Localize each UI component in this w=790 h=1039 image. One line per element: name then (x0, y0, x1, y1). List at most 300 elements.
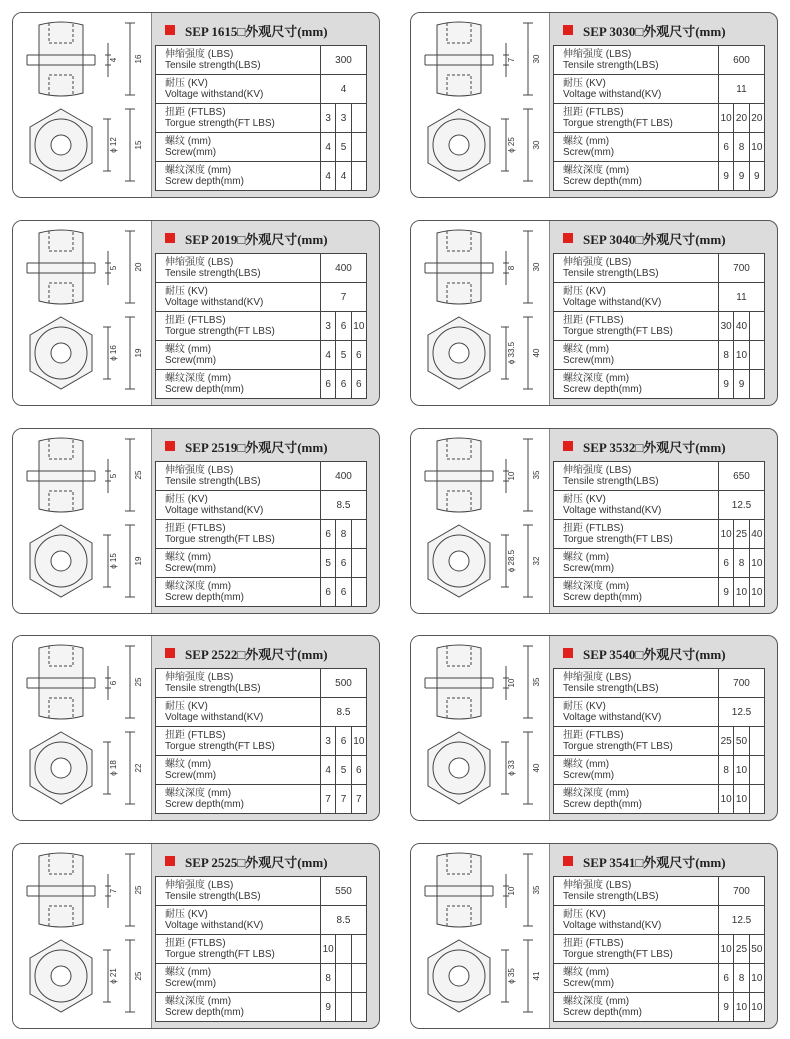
spec-row-torque (156, 104, 367, 133)
value-torque-3: 10 (351, 312, 366, 341)
label-en: Tensile strength(LBS) (165, 60, 261, 71)
side-view (27, 853, 135, 927)
spec-row-tensile (554, 877, 765, 906)
product-card-4 (410, 220, 778, 406)
value-voltage: 8.5 (321, 906, 367, 935)
label-depth (156, 162, 321, 191)
label-cn: 扭距 (FTLBS) (563, 107, 624, 118)
dim-diameter-label: ϕ 16 (109, 345, 118, 361)
label-cn: 伸缩强度 (LBS) (165, 465, 234, 476)
label-cn: 伸缩强度 (LBS) (563, 257, 632, 268)
top-view (428, 109, 533, 181)
label-tensile (554, 877, 719, 906)
label-depth (554, 785, 719, 814)
spec-row-voltage (156, 698, 367, 727)
value-tensile: 400 (321, 254, 367, 283)
label-en: Tensile strength(LBS) (563, 476, 659, 487)
dim-diameter-label: ϕ 21 (109, 968, 118, 984)
value-torque-2: 6 (336, 727, 351, 756)
value-screw-1: 6 (719, 964, 734, 993)
value-voltage: 12.5 (719, 698, 765, 727)
label-cn: 扭距 (FTLBS) (165, 523, 226, 534)
value-torque-2: 8 (336, 520, 351, 549)
label-en: Screw depth(mm) (165, 799, 244, 810)
label-cn: 螺纹 (mm) (563, 136, 610, 147)
spec-row-depth (554, 993, 765, 1022)
value-screw-1: 5 (321, 549, 336, 578)
value-screw-2: 10 (734, 341, 749, 370)
product-card-8 (410, 635, 778, 821)
value-tensile: 550 (321, 877, 367, 906)
spec-table (553, 45, 765, 191)
spec-row-voltage (554, 283, 765, 312)
insulator-diagram (13, 636, 152, 820)
product-title (165, 850, 328, 872)
label-en: Tensile strength(LBS) (563, 60, 659, 71)
label-cn: 伸缩强度 (LBS) (563, 880, 632, 891)
label-depth (554, 993, 719, 1022)
side-view (425, 853, 533, 927)
spec-row-depth (156, 785, 367, 814)
label-en: Tensile strength(LBS) (563, 683, 659, 694)
value-voltage: 7 (321, 283, 367, 312)
label-cn: 扭距 (FTLBS) (563, 730, 624, 741)
value-screw-2 (336, 964, 351, 993)
red-square-icon (563, 25, 573, 35)
dim-width-label: 40 (532, 763, 541, 773)
label-screw (156, 756, 321, 785)
label-torque (156, 312, 321, 341)
value-torque-2: 3 (336, 104, 351, 133)
value-torque-1: 10 (321, 935, 336, 964)
product-title-text: SEP 3030□外观尺寸(mm) (583, 23, 726, 39)
label-cn: 螺纹 (mm) (563, 759, 610, 770)
value-depth-1: 9 (719, 370, 734, 399)
red-square-icon (563, 648, 573, 658)
label-en: Torgue strength(FT LBS) (165, 326, 275, 337)
value-screw-3: 10 (749, 964, 764, 993)
value-depth-3 (351, 993, 366, 1022)
label-screw (156, 133, 321, 162)
spec-row-tensile (554, 254, 765, 283)
insulator-drawing (13, 636, 151, 820)
label-en: Tensile strength(LBS) (165, 476, 261, 487)
value-torque-3: 20 (749, 104, 764, 133)
label-cn: 螺纹深度 (mm) (563, 373, 630, 384)
value-depth-2: 6 (336, 370, 351, 399)
label-cn: 螺纹 (mm) (563, 967, 610, 978)
label-voltage (554, 75, 719, 104)
spec-row-screw (554, 341, 765, 370)
product-title (563, 19, 726, 41)
top-view (30, 109, 135, 181)
value-voltage: 12.5 (719, 906, 765, 935)
value-torque-3 (351, 520, 366, 549)
dim-thickness-label: 7 (109, 888, 118, 894)
label-screw (554, 964, 719, 993)
value-tensile: 650 (719, 462, 765, 491)
value-depth-1: 4 (321, 162, 336, 191)
label-cn: 耐压 (KV) (165, 494, 208, 505)
insulator-drawing (13, 13, 151, 197)
red-square-icon (165, 441, 175, 451)
label-cn: 螺纹深度 (mm) (563, 581, 630, 592)
top-view (428, 317, 533, 389)
value-torque-3 (351, 104, 366, 133)
value-screw-1: 6 (719, 549, 734, 578)
value-screw-1: 8 (719, 756, 734, 785)
dim-height-label: 16 (134, 54, 143, 64)
spec-row-tensile (156, 669, 367, 698)
value-screw-2: 5 (336, 756, 351, 785)
value-tensile: 700 (719, 669, 765, 698)
label-cn: 螺纹深度 (mm) (165, 165, 232, 176)
dim-thickness-label: 6 (109, 680, 118, 686)
label-voltage (156, 283, 321, 312)
label-depth (156, 785, 321, 814)
spec-table (155, 461, 367, 607)
spec-row-screw (156, 133, 367, 162)
label-en: Screw(mm) (563, 563, 615, 574)
label-tensile (554, 254, 719, 283)
label-cn: 扭距 (FTLBS) (563, 938, 624, 949)
label-cn: 扭距 (FTLBS) (563, 523, 624, 534)
top-view (30, 525, 135, 597)
spec-table (553, 253, 765, 399)
dim-thickness-label: 10 (507, 886, 516, 896)
label-depth (554, 370, 719, 399)
dim-diameter-label: ϕ 28.5 (507, 549, 516, 573)
value-voltage: 8.5 (321, 491, 367, 520)
label-en: Screw(mm) (165, 563, 217, 574)
label-cn: 螺纹深度 (mm) (165, 581, 232, 592)
product-title-text: SEP 2525□外观尺寸(mm) (185, 854, 328, 870)
product-title (563, 227, 726, 249)
product-title-text: SEP 2522□外观尺寸(mm) (185, 646, 328, 662)
label-en: Voltage withstand(KV) (563, 89, 662, 100)
label-cn: 螺纹 (mm) (165, 967, 212, 978)
label-screw (554, 341, 719, 370)
spec-row-screw (554, 133, 765, 162)
value-tensile: 300 (321, 46, 367, 75)
insulator-diagram (13, 429, 152, 613)
label-en: Screw(mm) (563, 147, 615, 158)
label-voltage (156, 491, 321, 520)
label-screw (156, 964, 321, 993)
spec-row-torque (554, 727, 765, 756)
label-cn: 螺纹 (mm) (165, 136, 212, 147)
dim-thickness-label: 10 (507, 471, 516, 481)
label-en: Screw(mm) (165, 147, 217, 158)
spec-table (155, 45, 367, 191)
dim-thickness-label: 5 (109, 265, 118, 271)
insulator-drawing (411, 13, 549, 197)
label-cn: 耐压 (KV) (563, 78, 606, 89)
label-cn: 螺纹深度 (mm) (165, 788, 232, 799)
spec-row-tensile (554, 669, 765, 698)
insulator-drawing (411, 636, 549, 820)
insulator-drawing (13, 844, 151, 1028)
insulator-drawing (13, 221, 151, 405)
product-card-2 (410, 12, 778, 198)
product-title-text: SEP 2019□外观尺寸(mm) (185, 231, 328, 247)
label-cn: 螺纹深度 (mm) (165, 996, 232, 1007)
value-depth-3: 6 (351, 370, 366, 399)
top-view (428, 732, 533, 804)
label-depth (554, 578, 719, 607)
value-depth-3 (351, 162, 366, 191)
product-title-text: SEP 2519□外观尺寸(mm) (185, 439, 328, 455)
label-cn: 耐压 (KV) (165, 286, 208, 297)
label-torque (554, 935, 719, 964)
dim-diameter-label: ϕ 33 (507, 760, 516, 776)
dim-width-label: 22 (134, 763, 143, 773)
spec-row-voltage (554, 491, 765, 520)
label-cn: 伸缩强度 (LBS) (165, 672, 234, 683)
product-card-5 (12, 428, 380, 614)
value-screw-1: 8 (321, 964, 336, 993)
label-torque (554, 312, 719, 341)
spec-table (553, 461, 765, 607)
label-cn: 伸缩强度 (LBS) (165, 880, 234, 891)
label-tensile (156, 254, 321, 283)
label-cn: 螺纹 (mm) (563, 344, 610, 355)
dim-diameter-label: ϕ 15 (109, 553, 118, 569)
spec-row-torque (156, 935, 367, 964)
value-screw-2: 6 (336, 549, 351, 578)
spec-row-depth (554, 785, 765, 814)
label-cn: 螺纹深度 (mm) (165, 373, 232, 384)
value-depth-3: 7 (351, 785, 366, 814)
dim-height-label: 35 (532, 677, 541, 687)
dim-height-label: 30 (532, 262, 541, 272)
product-card-7 (12, 635, 380, 821)
value-screw-2: 8 (734, 549, 749, 578)
value-torque-2: 25 (734, 520, 749, 549)
label-screw (554, 133, 719, 162)
spec-row-depth (554, 370, 765, 399)
dim-height-label: 25 (134, 677, 143, 687)
spec-row-torque (156, 520, 367, 549)
value-screw-2: 10 (734, 756, 749, 785)
value-screw-3 (749, 756, 764, 785)
spec-table (155, 668, 367, 814)
label-en: Screw depth(mm) (563, 1007, 642, 1018)
insulator-diagram (411, 221, 550, 405)
value-torque-3 (749, 727, 764, 756)
label-cn: 耐压 (KV) (165, 701, 208, 712)
label-tensile (156, 669, 321, 698)
value-voltage: 8.5 (321, 698, 367, 727)
value-screw-3: 6 (351, 341, 366, 370)
label-en: Voltage withstand(KV) (563, 712, 662, 723)
product-title-text: SEP 1615□外观尺寸(mm) (185, 23, 328, 39)
dim-width-label: 19 (134, 348, 143, 358)
value-depth-3 (749, 785, 764, 814)
spec-row-screw (156, 549, 367, 578)
value-depth-1: 9 (321, 993, 336, 1022)
value-tensile: 700 (719, 254, 765, 283)
spec-row-screw (156, 964, 367, 993)
product-card-10 (410, 843, 778, 1029)
product-title (563, 435, 726, 457)
spec-row-tensile (156, 254, 367, 283)
spec-row-torque (554, 312, 765, 341)
label-screw (554, 549, 719, 578)
label-cn: 耐压 (KV) (563, 286, 606, 297)
product-title (563, 642, 726, 664)
label-en: Tensile strength(LBS) (165, 683, 261, 694)
label-cn: 耐压 (KV) (563, 909, 606, 920)
spec-row-voltage (554, 698, 765, 727)
label-torque (156, 104, 321, 133)
side-view (27, 438, 135, 512)
label-en: Screw(mm) (165, 355, 217, 366)
value-torque-2: 20 (734, 104, 749, 133)
value-depth-2: 10 (734, 993, 749, 1022)
spec-row-tensile (554, 46, 765, 75)
label-en: Torgue strength(FT LBS) (563, 741, 673, 752)
insulator-diagram (13, 844, 152, 1028)
label-en: Screw depth(mm) (165, 384, 244, 395)
label-cn: 伸缩强度 (LBS) (563, 672, 632, 683)
value-torque-1: 10 (719, 104, 734, 133)
label-en: Voltage withstand(KV) (165, 712, 264, 723)
product-title (165, 435, 328, 457)
label-cn: 伸缩强度 (LBS) (563, 49, 632, 60)
value-torque-1: 10 (719, 520, 734, 549)
product-card-1 (12, 12, 380, 198)
dim-height-label: 25 (134, 470, 143, 480)
spec-row-depth (156, 370, 367, 399)
spec-row-torque (554, 104, 765, 133)
value-depth-1: 9 (719, 578, 734, 607)
label-tensile (554, 669, 719, 698)
label-cn: 耐压 (KV) (563, 494, 606, 505)
label-voltage (156, 906, 321, 935)
label-tensile (554, 46, 719, 75)
label-en: Screw depth(mm) (563, 592, 642, 603)
label-en: Screw depth(mm) (563, 384, 642, 395)
label-en: Torgue strength(FT LBS) (165, 949, 275, 960)
spec-row-torque (554, 520, 765, 549)
label-torque (156, 935, 321, 964)
dim-thickness-label: 4 (109, 57, 118, 63)
value-depth-3: 10 (749, 578, 764, 607)
label-torque (156, 520, 321, 549)
red-square-icon (165, 25, 175, 35)
label-torque (554, 520, 719, 549)
red-square-icon (563, 856, 573, 866)
product-title (165, 642, 328, 664)
label-torque (554, 104, 719, 133)
dim-width-label: 25 (134, 971, 143, 981)
product-title (165, 19, 328, 41)
red-square-icon (165, 856, 175, 866)
red-square-icon (563, 441, 573, 451)
label-en: Screw(mm) (563, 978, 615, 989)
dim-width-label: 32 (532, 556, 541, 566)
label-torque (156, 727, 321, 756)
label-cn: 螺纹 (mm) (165, 344, 212, 355)
label-voltage (156, 698, 321, 727)
spec-row-voltage (554, 75, 765, 104)
value-torque-2: 25 (734, 935, 749, 964)
label-en: Screw(mm) (165, 770, 217, 781)
spec-row-depth (156, 993, 367, 1022)
spec-row-screw (156, 341, 367, 370)
spec-table (553, 876, 765, 1022)
label-en: Torgue strength(FT LBS) (165, 534, 275, 545)
value-torque-3: 50 (749, 935, 764, 964)
dim-thickness-label: 10 (507, 678, 516, 688)
dim-width-label: 19 (134, 556, 143, 566)
dim-diameter-label: ϕ 12 (109, 137, 118, 153)
label-en: Torgue strength(FT LBS) (563, 534, 673, 545)
label-en: Voltage withstand(KV) (165, 89, 264, 100)
spec-row-torque (156, 312, 367, 341)
label-en: Torgue strength(FT LBS) (165, 118, 275, 129)
label-cn: 螺纹 (mm) (165, 552, 212, 563)
dim-height-label: 30 (532, 54, 541, 64)
spec-row-screw (554, 549, 765, 578)
label-en: Voltage withstand(KV) (165, 297, 264, 308)
value-voltage: 12.5 (719, 491, 765, 520)
spec-row-depth (554, 162, 765, 191)
insulator-drawing (411, 221, 549, 405)
label-tensile (156, 877, 321, 906)
value-screw-1: 4 (321, 756, 336, 785)
value-torque-2: 6 (336, 312, 351, 341)
dim-diameter-label: ϕ 25 (507, 137, 516, 153)
dim-width-label: 41 (532, 971, 541, 981)
spec-row-depth (554, 578, 765, 607)
top-view (428, 525, 533, 597)
insulator-drawing (411, 844, 549, 1028)
insulator-diagram (411, 13, 550, 197)
label-en: Tensile strength(LBS) (165, 891, 261, 902)
label-cn: 螺纹 (mm) (165, 759, 212, 770)
insulator-diagram (13, 221, 152, 405)
label-cn: 扭距 (FTLBS) (563, 315, 624, 326)
value-depth-2 (336, 993, 351, 1022)
label-cn: 耐压 (KV) (563, 701, 606, 712)
value-screw-3: 6 (351, 756, 366, 785)
value-torque-3 (749, 312, 764, 341)
side-view (425, 645, 533, 719)
value-depth-1: 9 (719, 162, 734, 191)
value-torque-1: 10 (719, 935, 734, 964)
top-view (30, 940, 135, 1012)
label-en: Tensile strength(LBS) (563, 268, 659, 279)
label-en: Torgue strength(FT LBS) (563, 118, 673, 129)
label-en: Voltage withstand(KV) (563, 505, 662, 516)
spec-row-screw (554, 756, 765, 785)
label-voltage (156, 75, 321, 104)
label-tensile (554, 462, 719, 491)
value-torque-1: 25 (719, 727, 734, 756)
dim-thickness-label: 7 (507, 57, 516, 63)
value-depth-3 (351, 578, 366, 607)
label-en: Torgue strength(FT LBS) (165, 741, 275, 752)
spec-row-screw (156, 756, 367, 785)
value-screw-3: 10 (749, 549, 764, 578)
value-screw-1: 6 (719, 133, 734, 162)
spec-row-voltage (554, 906, 765, 935)
spec-row-depth (156, 162, 367, 191)
value-screw-1: 4 (321, 133, 336, 162)
label-cn: 螺纹 (mm) (563, 552, 610, 563)
